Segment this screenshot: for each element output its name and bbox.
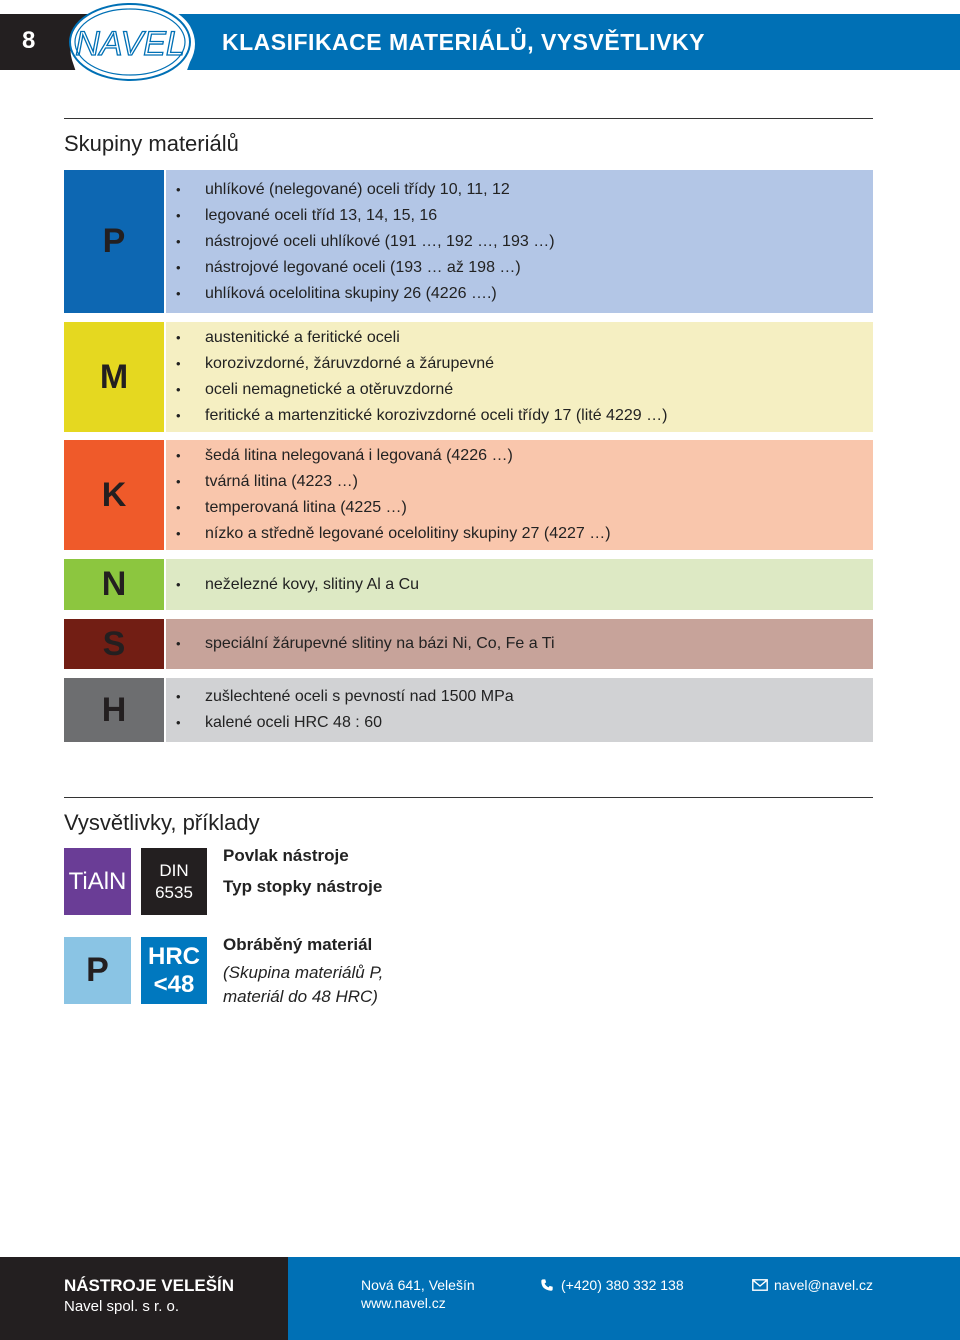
material-label: Obráběný materiál xyxy=(223,935,373,954)
list-item: • speciální žárupevné slitiny na bázi Ni, Co, Fe a Ti xyxy=(176,631,873,657)
group-letter: K xyxy=(64,440,164,550)
material-note-line2: materiál do 48 HRC) xyxy=(223,987,378,1006)
group-content xyxy=(166,170,873,313)
footer-phone-text: (+420) 380 332 138 xyxy=(561,1277,684,1293)
navel-logo xyxy=(58,0,204,84)
group-letter: P xyxy=(64,170,164,313)
footer-web-link[interactable]: www.navel.cz xyxy=(361,1295,446,1311)
material-note-line1: (Skupina materiálů P, xyxy=(223,963,384,982)
list-item: • zušlechtené oceli s pevností nad 1500 MPa xyxy=(176,684,873,710)
material-group-p xyxy=(64,170,873,313)
material-box xyxy=(64,937,131,1004)
page-number: 8 xyxy=(22,27,36,54)
list-item: • nástrojové oceli uhlíkové (191 …, 192 …, 193 …) xyxy=(176,229,873,255)
list-item: • oceli nemagnetické a otěruvzdorné xyxy=(176,377,873,403)
list-item: • korozivzdorné, žáruvzdorné a žárupevné xyxy=(176,351,873,377)
list-item: • šedá litina nelegovaná i legovaná (4226 …) xyxy=(176,443,873,469)
group-letter: M xyxy=(64,322,164,432)
list-item: • uhlíková ocelolitina skupiny 26 (4226 ….) xyxy=(176,281,873,307)
group-item-list xyxy=(176,684,873,736)
logo-text: NAVEL xyxy=(75,25,185,63)
list-item: • feritické a martenzitické korozivzdorné oceli třídy 17 (lité 4229 …) xyxy=(176,403,873,429)
material-group-k xyxy=(64,440,873,550)
group-item-list xyxy=(176,325,873,429)
coating-box xyxy=(64,848,131,915)
din-box-line1: DIN xyxy=(159,860,189,880)
material-box-text: P xyxy=(86,951,109,989)
shank-label: Typ stopky nástroje xyxy=(223,877,383,896)
group-content xyxy=(166,559,873,610)
group-item-list xyxy=(176,177,873,307)
list-item: • austenitické a feritické oceli xyxy=(176,325,873,351)
material-group-s xyxy=(64,619,873,669)
group-item-list xyxy=(176,572,873,598)
list-item: • tvárná litina (4223 …) xyxy=(176,469,873,495)
list-item: • nástrojové legované oceli (193 … až 198 …) xyxy=(176,255,873,281)
coating-label: Povlak nástroje xyxy=(223,846,349,865)
footer-address: Nová 641, Velešín xyxy=(361,1277,475,1293)
footer-email[interactable] xyxy=(752,1277,873,1293)
phone-icon xyxy=(540,1278,554,1292)
list-item: • temperovaná litina (4225 …) xyxy=(176,495,873,521)
coating-box-text: TiAlN xyxy=(68,867,127,895)
header-title: KLASIFIKACE MATERIÁLŮ, VYSVĚTLIVKY xyxy=(222,29,705,55)
list-item: • nízko a středně legované ocelolitiny skupiny 27 (4227 …) xyxy=(176,521,873,547)
din-box xyxy=(141,848,207,915)
page-header xyxy=(0,14,960,70)
hrc-box-line1: HRC xyxy=(148,942,200,970)
group-letter: N xyxy=(64,559,164,610)
list-item: • kalené oceli HRC 48 : 60 xyxy=(176,710,873,736)
material-group-m xyxy=(64,322,873,432)
group-content xyxy=(166,440,873,550)
group-item-list xyxy=(176,443,873,547)
group-letter: H xyxy=(64,678,164,742)
footer-phone[interactable] xyxy=(540,1277,684,1293)
hrc-box-line2: <48 xyxy=(153,970,195,998)
footer-company-sub: Navel spol. s r. o. xyxy=(64,1298,180,1315)
hrc-box xyxy=(141,937,207,1004)
group-letter: S xyxy=(64,619,164,669)
legend-section-title: Vysvětlivky, příklady xyxy=(64,810,260,835)
footer-email-text: navel@navel.cz xyxy=(774,1277,874,1293)
group-content xyxy=(166,619,873,669)
group-item-list xyxy=(176,631,873,657)
din-box-line2: 6535 xyxy=(155,882,193,902)
groups-section-title: Skupiny materiálů xyxy=(64,131,239,156)
list-item: • uhlíkové (nelegované) oceli třídy 10, 11, 12 xyxy=(176,177,873,203)
email-icon xyxy=(752,1279,768,1291)
list-item: • neželezné kovy, slitiny Al a Cu xyxy=(176,572,873,598)
material-group-h xyxy=(64,678,873,742)
group-content xyxy=(166,322,873,432)
section-rule xyxy=(64,118,873,119)
footer-company-name: NÁSTROJE VELEŠÍN xyxy=(64,1276,235,1295)
list-item: • legované oceli tříd 13, 14, 15, 16 xyxy=(176,203,873,229)
section-rule xyxy=(64,797,873,798)
group-content xyxy=(166,678,873,742)
material-group-n xyxy=(64,559,873,610)
